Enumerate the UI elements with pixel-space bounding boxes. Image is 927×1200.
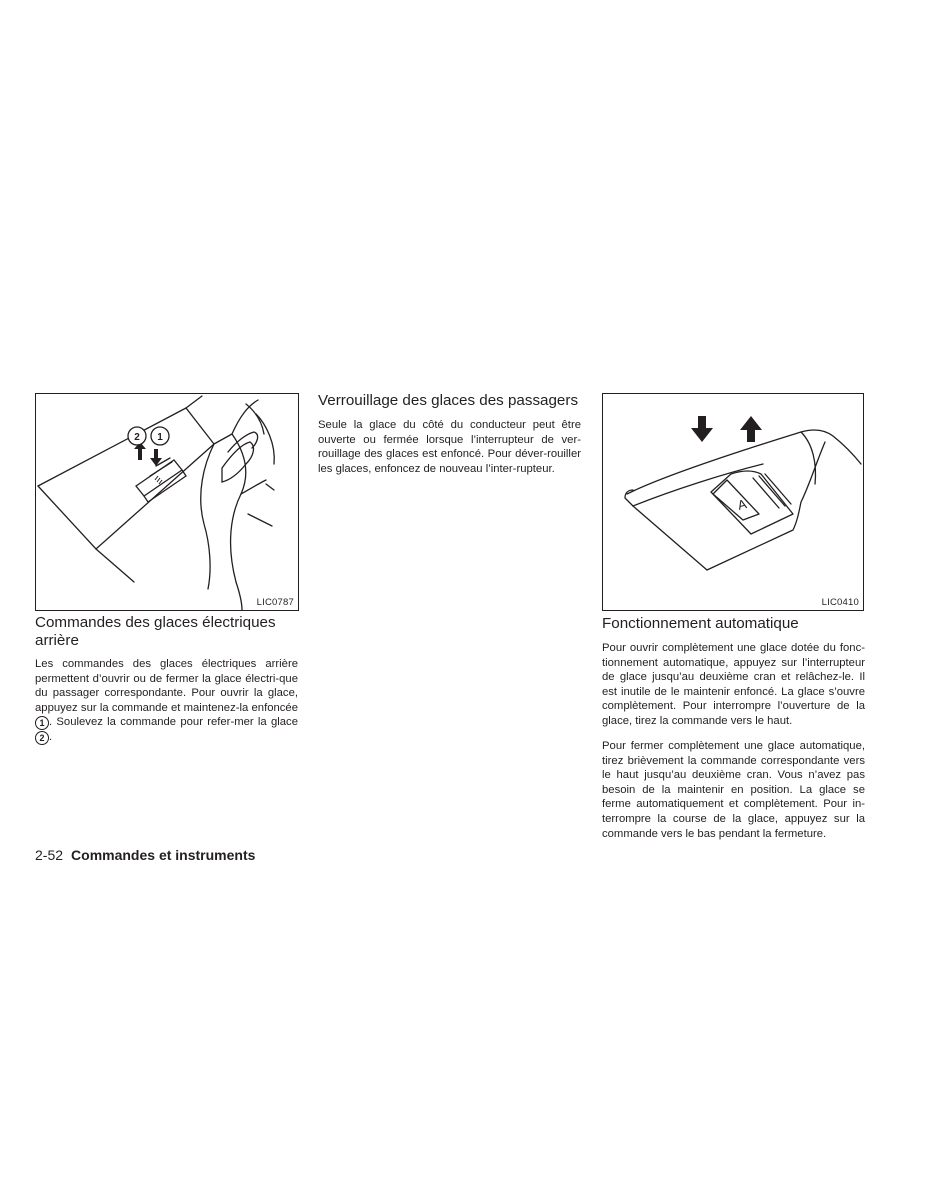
auto-function-paragraph-2: Pour fermer complètement une glace automatique, tirez brièvement la commande correspondante vers le haut jusqu’au deuxième cran. Vous n’avez pas besoin de la maintenir en position. La glace se ferme automatiquement et complètement. Pour in-terrompre la course de la glace, appuyez sur la commande vers le bas pendant la fermeture. [602, 740, 865, 840]
svg-text:A: A [735, 496, 749, 513]
figure-auto-window-switch [602, 393, 864, 611]
rear-windows-paragraph [35, 657, 298, 745]
section-name: Commandes et instruments [71, 847, 256, 863]
passenger-lock-paragraph: Seule la glace du côté du conducteur peut être ouverte ou fermée lorsque l’interrupteur de ver-rouillage des glaces est enfoncé. Pour déver-rouiller les glaces, enfoncez de nouveau l’inter-rupteur. [318, 419, 581, 475]
figure-code: LIC0410 [821, 597, 859, 608]
up-arrow-icon [740, 416, 762, 442]
rear-windows-text-c: . [49, 731, 53, 744]
down-arrow-icon [691, 416, 713, 442]
figure-rear-window-switch [35, 393, 299, 611]
rear-door-switch-illustration [36, 394, 298, 610]
section-title-rear-windows: Commandes des glaces électriques arrière [35, 614, 276, 649]
auto-switch-illustration [603, 394, 863, 610]
page-footer [35, 846, 255, 864]
section-title-passenger-lock: Verrouillage des glaces des passagers [318, 392, 579, 409]
ref-2-marker: 2 [35, 731, 49, 745]
callout-1: 1 [157, 432, 163, 443]
callout-2: 2 [134, 432, 140, 443]
ref-1-marker: 1 [35, 716, 49, 730]
rear-windows-text-a: Les commandes des glaces électriques arrière permettent d’ouvrir ou de fermer la glace électri-que du passager correspondante. Pour ouvrir la glace, appuyez sur la commande et maintenez-la enfoncée [35, 658, 298, 714]
rear-windows-text-b: . Soulevez la commande pour refer-mer la glace [49, 716, 298, 729]
auto-function-paragraph-1: Pour ouvrir complètement une glace dotée du fonc-tionnement automatique, appuyez sur l’interrupteur de glace jusqu’au deuxième cran et relâchez-le. Il est inutile de le maintenir enfoncé. La glace s’ouvre complètement. Pour interrompre l’ouverture de la glace, tirez la commande vers le haut. [602, 642, 865, 727]
figure-code: LIC0787 [256, 597, 294, 608]
section-title-auto-function: Fonctionnement automatique [602, 615, 799, 632]
page-number: 2-52 [35, 847, 64, 863]
